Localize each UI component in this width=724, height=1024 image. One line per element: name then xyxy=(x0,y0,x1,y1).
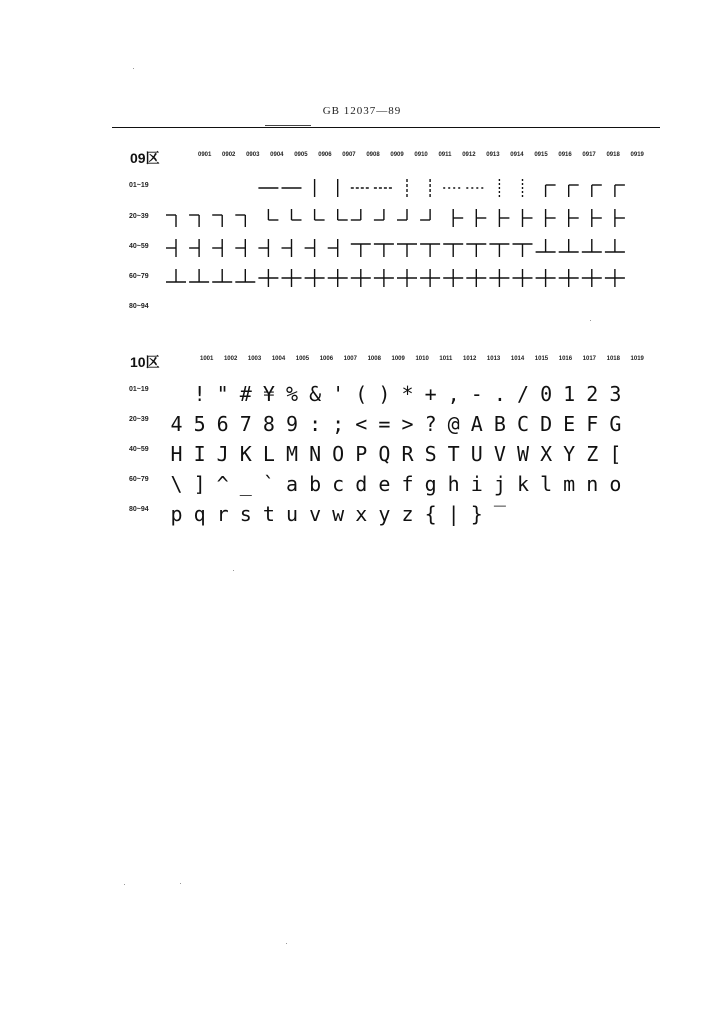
character-glyph: y xyxy=(378,502,391,526)
character-glyph: J xyxy=(216,442,229,466)
character-glyph: @ xyxy=(447,412,460,436)
character-glyph: * xyxy=(401,382,414,406)
character-glyph: M xyxy=(285,442,299,466)
column-code: 1009 xyxy=(391,356,405,362)
row-label: 80~94 xyxy=(129,506,149,513)
column-code: 0919 xyxy=(630,152,644,158)
character-glyph: : xyxy=(309,412,322,436)
column-code: 1008 xyxy=(367,356,381,362)
column-code: 0912 xyxy=(462,152,476,158)
scan-speck xyxy=(590,320,591,321)
column-code: 0906 xyxy=(318,152,332,158)
scan-speck xyxy=(180,883,181,884)
character-glyph: n xyxy=(586,472,599,496)
character-glyph: ; xyxy=(332,412,345,436)
character-glyph: P xyxy=(355,442,368,466)
column-code: 0905 xyxy=(294,152,308,158)
character-glyph: u xyxy=(285,502,299,526)
character-glyph: ` xyxy=(262,472,275,496)
character-glyph: z xyxy=(401,502,414,526)
character-glyph: t xyxy=(262,502,275,526)
character-glyph: D xyxy=(540,412,553,436)
column-code: 0902 xyxy=(222,152,236,158)
character-glyph: ‾ xyxy=(493,502,506,526)
column-code: 0907 xyxy=(342,152,356,158)
character-glyph: V xyxy=(493,442,506,466)
character-glyph: 4 xyxy=(170,412,183,436)
scan-speck xyxy=(286,943,287,944)
column-code: 1005 xyxy=(295,356,310,362)
column-code: 0915 xyxy=(534,152,548,158)
character-glyph: p xyxy=(170,502,183,526)
character-glyph: 8 xyxy=(262,412,275,436)
character-glyph: } xyxy=(470,502,483,526)
character-glyph: + xyxy=(424,382,437,406)
column-code: 0903 xyxy=(246,152,260,158)
column-code: 1016 xyxy=(558,356,573,362)
character-glyph: 0 xyxy=(540,382,553,406)
character-glyph: k xyxy=(516,472,530,496)
character-glyph: ) xyxy=(378,382,391,406)
character-glyph: r xyxy=(216,502,229,526)
column-code: 1011 xyxy=(439,356,453,362)
row-label: 60~79 xyxy=(129,476,149,483)
character-glyph: e xyxy=(378,472,391,496)
column-code: 1013 xyxy=(486,356,501,362)
column-code: 1004 xyxy=(271,356,286,362)
character-glyph: g xyxy=(424,472,437,496)
character-glyph: S xyxy=(424,442,437,466)
row-label: 01~19 xyxy=(129,182,149,189)
column-code: 0914 xyxy=(510,152,524,158)
character-glyph: < xyxy=(355,412,368,436)
character-row xyxy=(0,470,622,498)
standard-number: GB 12037—89 xyxy=(322,105,402,117)
character-glyph: 2 xyxy=(586,382,599,406)
character-glyph: ¥ xyxy=(262,382,275,406)
scan-speck xyxy=(233,570,234,571)
column-code: 0917 xyxy=(582,152,596,158)
row-label: 20~39 xyxy=(129,213,149,220)
column-code: 0910 xyxy=(414,152,428,158)
character-glyph: T xyxy=(447,442,460,466)
character-glyph: f xyxy=(401,472,414,496)
character-glyph: o xyxy=(609,472,622,496)
character-glyph: W xyxy=(516,442,530,466)
character-glyph: K xyxy=(239,442,252,466)
column-code: 1018 xyxy=(606,356,620,362)
character-glyph: & xyxy=(309,382,322,406)
character-glyph: v xyxy=(309,502,322,526)
character-row xyxy=(0,410,622,438)
character-glyph: E xyxy=(563,412,576,436)
character-glyph: N xyxy=(309,442,322,466)
character-glyph: H xyxy=(170,442,183,466)
character-glyph: l xyxy=(540,472,553,496)
character-glyph: h xyxy=(447,472,460,496)
character-glyph: , xyxy=(447,382,460,406)
scan-speck xyxy=(133,68,134,69)
character-glyph: O xyxy=(332,442,345,466)
column-code: 0913 xyxy=(486,152,500,158)
character-glyph: / xyxy=(516,382,530,406)
header-dash xyxy=(265,125,311,126)
character-glyph: m xyxy=(563,472,576,496)
character-glyph: d xyxy=(355,472,368,496)
character-glyph: c xyxy=(332,472,345,496)
character-glyph: ' xyxy=(332,382,345,406)
header-rule xyxy=(112,127,660,128)
character-glyph: F xyxy=(586,412,599,436)
character-glyph: U xyxy=(470,442,483,466)
character-glyph: - xyxy=(470,382,483,406)
column-code: 0904 xyxy=(270,152,284,158)
box-drawing-glyphs xyxy=(0,148,724,318)
column-code: 1002 xyxy=(223,356,238,362)
character-glyph: X xyxy=(540,442,553,466)
character-glyph: 5 xyxy=(193,412,206,436)
character-glyph: _ xyxy=(239,472,252,496)
character-glyph: Q xyxy=(378,442,391,466)
character-row xyxy=(0,380,622,408)
zone-title: 09区 xyxy=(130,150,160,166)
character-glyph: { xyxy=(424,502,437,526)
character-glyph: % xyxy=(285,382,299,406)
character-row xyxy=(0,440,622,468)
column-code: 1015 xyxy=(534,356,549,362)
column-code: 1010 xyxy=(415,356,429,362)
character-glyph: I xyxy=(193,442,206,466)
character-glyph: x xyxy=(355,502,368,526)
column-code: 0909 xyxy=(390,152,404,158)
row-label: 20~39 xyxy=(129,416,149,423)
row-label: 01~19 xyxy=(129,386,149,393)
character-glyph: = xyxy=(378,412,391,436)
character-glyph: R xyxy=(401,442,414,466)
character-glyph: ] xyxy=(193,472,206,496)
character-glyph: Z xyxy=(586,442,599,466)
column-code: 1019 xyxy=(630,356,644,362)
column-code: 1014 xyxy=(510,356,525,362)
character-glyph: s xyxy=(239,502,252,526)
column-code: 0908 xyxy=(366,152,380,158)
character-glyph: ? xyxy=(424,412,437,436)
character-glyph: ( xyxy=(355,382,368,406)
character-glyph: q xyxy=(193,502,206,526)
character-glyph: | xyxy=(447,502,460,526)
column-code: 1006 xyxy=(319,356,334,362)
character-glyph: w xyxy=(332,502,345,526)
row-label: 60~79 xyxy=(129,273,149,280)
column-code: 0911 xyxy=(438,152,452,158)
column-code: 1007 xyxy=(343,356,357,362)
column-code: 1003 xyxy=(247,356,262,362)
character-glyph: a xyxy=(285,472,299,496)
character-row xyxy=(0,500,506,528)
character-glyph: 1 xyxy=(563,382,576,406)
row-label: 80~94 xyxy=(129,303,149,310)
character-glyph: 6 xyxy=(216,412,229,436)
row-label: 40~59 xyxy=(129,446,149,453)
character-glyph: \ xyxy=(170,472,183,496)
character-glyph: ^ xyxy=(216,472,229,496)
character-glyph: # xyxy=(239,382,252,406)
zone-title: 10区 xyxy=(130,354,160,370)
character-glyph: A xyxy=(470,412,483,436)
character-glyph: 7 xyxy=(239,412,252,436)
character-glyph: . xyxy=(493,382,506,406)
column-code: 0901 xyxy=(198,152,212,158)
character-glyph: i xyxy=(470,472,483,496)
column-code: 1017 xyxy=(582,356,597,362)
character-glyph: > xyxy=(401,412,414,436)
character-glyph: j xyxy=(493,472,506,496)
row-label: 40~59 xyxy=(129,243,149,250)
character-glyph: " xyxy=(216,382,229,406)
character-glyph: L xyxy=(262,442,275,466)
character-glyph: B xyxy=(493,412,506,436)
column-code: 1012 xyxy=(462,356,477,362)
column-code: 0918 xyxy=(606,152,620,158)
character-glyph: ! xyxy=(193,382,206,406)
scan-speck xyxy=(124,884,125,885)
character-glyph: b xyxy=(309,472,322,496)
character-glyph: G xyxy=(609,412,622,436)
character-glyph: 3 xyxy=(609,382,622,406)
character-glyph: 9 xyxy=(285,412,299,436)
character-glyph: C xyxy=(516,412,530,436)
column-codes xyxy=(200,356,644,368)
column-code: 0916 xyxy=(558,152,572,158)
character-glyph: Y xyxy=(563,442,576,466)
character-glyph: [ xyxy=(609,442,622,466)
column-code: 1001 xyxy=(200,356,214,362)
